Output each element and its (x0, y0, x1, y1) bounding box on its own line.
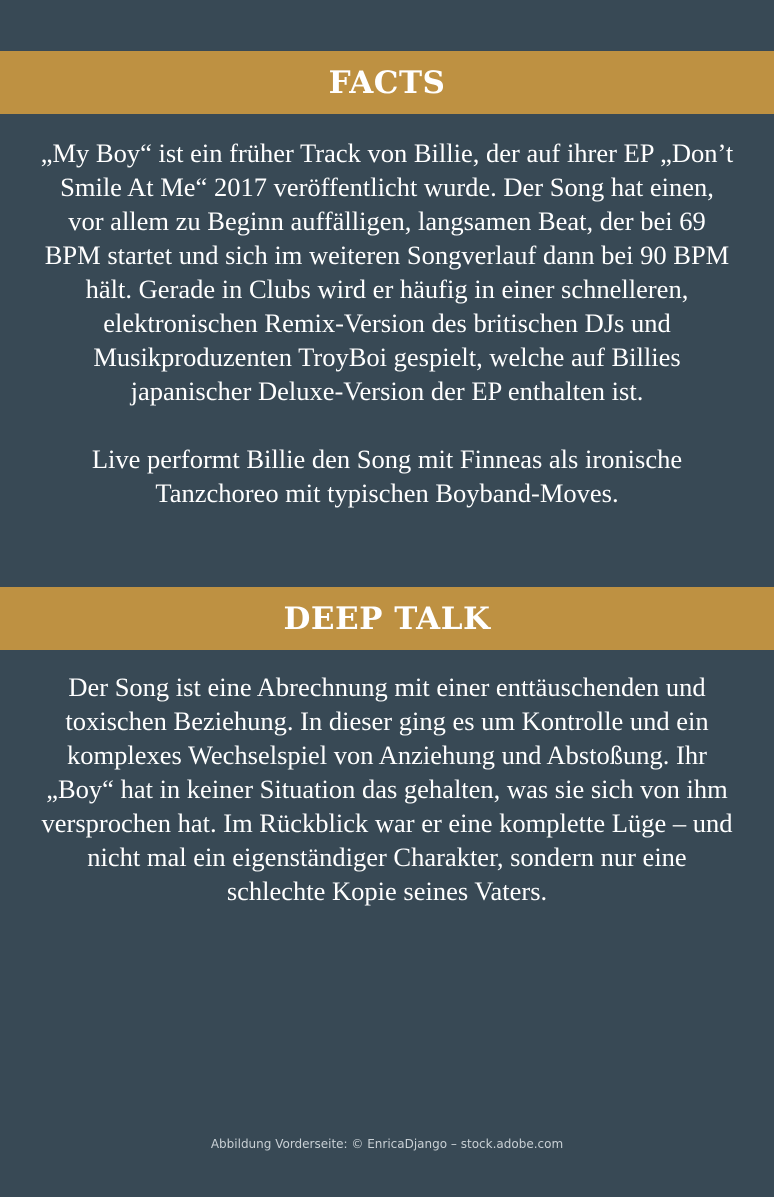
facts-heading: FACTS (328, 64, 446, 101)
deep-talk-body (40, 670, 734, 908)
deep-talk-paragraph-1: Der Song ist eine Abrechnung mit einer enttäuschenden und toxischen Beziehung. In dieser ging es um Kontrolle und ein komplexes Wechselspiel von Anziehung und Abstoßung. Ihr „Boy“ hat in keiner Situation das gehalten, was sie sich von ihm versprochen hat. Im Rückblick war er eine komplette Lüge – und nicht mal ein eigenständiger Charakter, sondern nur eine schlechte Kopie seines Vaters. (41, 672, 733, 906)
facts-body (40, 136, 734, 510)
facts-paragraph-1: „My Boy“ ist ein früher Track von Billie, der auf ihrer EP „Don’t Smile At Me“ 2017 veröffentlicht wurde. Der Song hat einen, vor allem zu Beginn auffälligen, langsamen Beat, der bei 69 BPM startet und sich im weiteren Songverlauf dann bei 90 BPM hält. Gerade in Clubs wird er häufig in einer schnelleren, elektronischen Remix-Version des britischen DJs und Musikproduzenten TroyBoi gespielt, welche auf Billies japanischer Deluxe-Version der EP enthalten ist. (40, 138, 734, 406)
facts-heading-band (0, 51, 774, 114)
image-credit: Abbildung Vorderseite: © EnricaDjango – stock.adobe.com (210, 1137, 564, 1151)
facts-paragraph-2: Live performt Billie den Song mit Finneas als ironische Tanzchoreo mit typischen Boyband-Moves. (91, 444, 683, 508)
deep-talk-heading: DEEP TALK (283, 600, 491, 637)
deep-talk-heading-band (0, 587, 774, 650)
